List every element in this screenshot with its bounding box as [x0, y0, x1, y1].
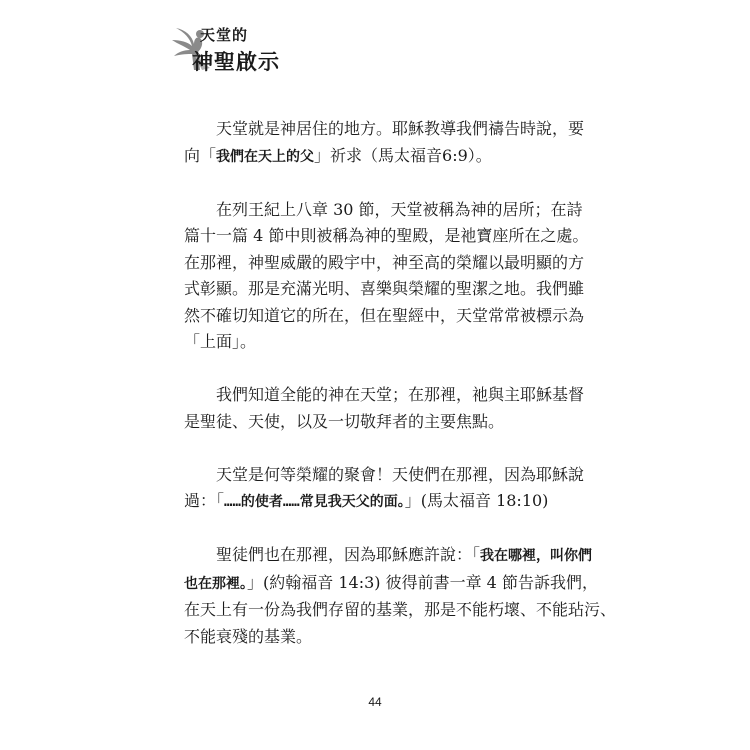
paragraph [184, 382, 585, 435]
text-line [184, 250, 585, 277]
book-title-line1: 天堂的 [200, 26, 249, 44]
text-line [184, 276, 585, 303]
text-line [184, 303, 585, 330]
text-segment: 是聖徒、天使，以及一切敬拜者的主要焦點。 [184, 411, 505, 431]
text-segment: 」(約翰福音 14:3) 彼得前書一章 4 節告訴我們， [247, 572, 598, 592]
text-line [184, 116, 585, 143]
text-line [184, 329, 569, 356]
text-line [184, 542, 593, 570]
book-title-line2: 神聖啟示 [192, 49, 280, 74]
text-segment: 在列王紀上八章 30 節，天堂被稱為神的居所；在詩 [216, 199, 583, 219]
text-segment: 我們知道全能的神在天堂；在那裡，祂與主耶穌基督 [216, 385, 585, 404]
text-segment: 篇十一篇 4 節中則被稱為神的聖殿，是祂寶座所在之處。 [184, 226, 589, 245]
scripture-quote: ……的使者……常見我天父的面。 [224, 494, 405, 510]
paragraph [184, 462, 585, 516]
text-segment: 」祈求（馬太福音6:9）。 [314, 145, 492, 165]
text-line [184, 488, 569, 516]
text-line [184, 409, 569, 436]
text-segment: 天堂就是神居住的地方。耶穌教導我們禱告時說，要 [216, 119, 585, 138]
text-segment: 式彰顯。那是充滿光明、喜樂與榮耀的聖潔之地。我們雖 [184, 279, 585, 298]
text-segment: 在天上有一份為我們存留的基業，那是不能朽壞、不能玷污、 [184, 600, 617, 619]
text-line [184, 624, 569, 651]
text-line [184, 197, 583, 224]
paragraph [184, 116, 585, 170]
text-segment: 過：「 [184, 491, 225, 510]
text-segment: 在那裡，神聖威嚴的殿宇中，神至高的榮耀以最明顯的方 [184, 252, 585, 272]
paragraph [184, 542, 617, 650]
text-line [184, 382, 585, 409]
text-segment: 不能衰殘的基業。 [184, 626, 313, 646]
text-line [184, 597, 617, 624]
text-line [184, 570, 598, 598]
page-number: 44 [368, 695, 382, 709]
text-segment: 「上面」。 [184, 332, 257, 351]
text-line [184, 462, 585, 489]
text-line [184, 143, 569, 171]
text-segment: 」(馬太福音 18:10) [404, 491, 549, 510]
paragraph [184, 197, 589, 356]
scripture-quote: 也在那裡。 [184, 575, 247, 592]
text-segment: 然不確切知道它的所在，但在聖經中，天堂常常被標示為 [184, 305, 585, 325]
scripture-quote: 我們在天上的父 [216, 148, 315, 165]
book-header [170, 20, 290, 80]
text-segment: 聖徒們也在那裡，因為耶穌應許說：「 [216, 545, 481, 564]
scripture-quote: 我在哪裡，叫你們 [480, 548, 593, 564]
text-line [184, 223, 589, 250]
text-segment: 天堂是何等榮耀的聚會！天使們在那裡，因為耶穌說 [216, 464, 585, 484]
body-text [184, 116, 617, 677]
text-segment: 向「 [184, 145, 217, 165]
